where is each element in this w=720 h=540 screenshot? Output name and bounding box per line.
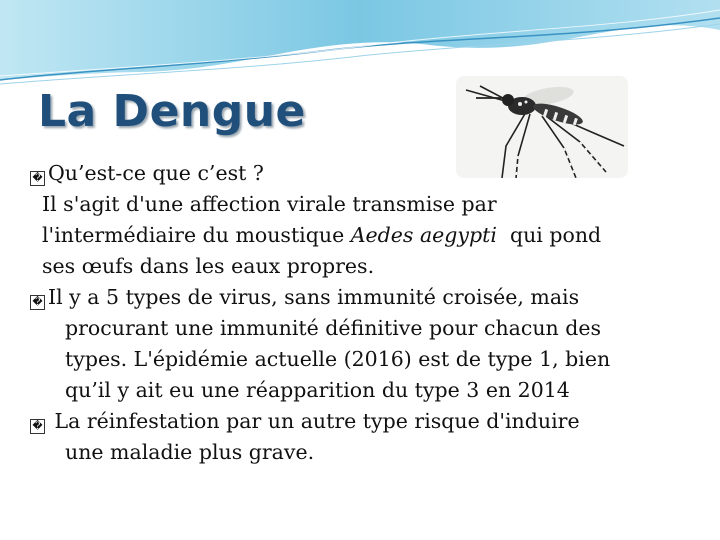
species-name: Aedes aegypti [350, 223, 497, 247]
slide-title: La Dengue [38, 86, 306, 137]
paragraph-line: ses œufs dans les eaux propres. [42, 254, 375, 278]
bullet-icon: � [30, 295, 45, 310]
question-heading [30, 158, 690, 189]
bullet-item [30, 406, 690, 437]
bullet-continuation: qu’il y ait eu une réapparition du type 3 en 2014 [65, 378, 570, 402]
bullet-continuation: une maladie plus grave. [65, 440, 315, 464]
paragraph-text: qui pond [496, 223, 602, 247]
bullet-icon: � [30, 171, 45, 186]
paragraph-line [30, 220, 690, 251]
bullet-continuation: procurant une immunité définitive pour chacun des [65, 316, 602, 340]
bullet-text: Il y a 5 types de virus, sans immunité croisée, mais [48, 285, 580, 309]
bullet-item [30, 282, 690, 313]
bullet-continuation: types. L'épidémie actuelle (2016) est de type 1, bien [65, 347, 611, 371]
paragraph-text: l'intermédiaire du moustique [42, 223, 351, 247]
paragraph-line: Il s'agit d'une affection virale transmise par [42, 192, 497, 216]
slide-body [30, 158, 690, 468]
question-text: Qu’est-ce que c’est ? [48, 161, 264, 185]
bullet-icon: � [30, 419, 45, 434]
bullet-text: La réinfestation par un autre type risque d'induire [48, 409, 580, 433]
